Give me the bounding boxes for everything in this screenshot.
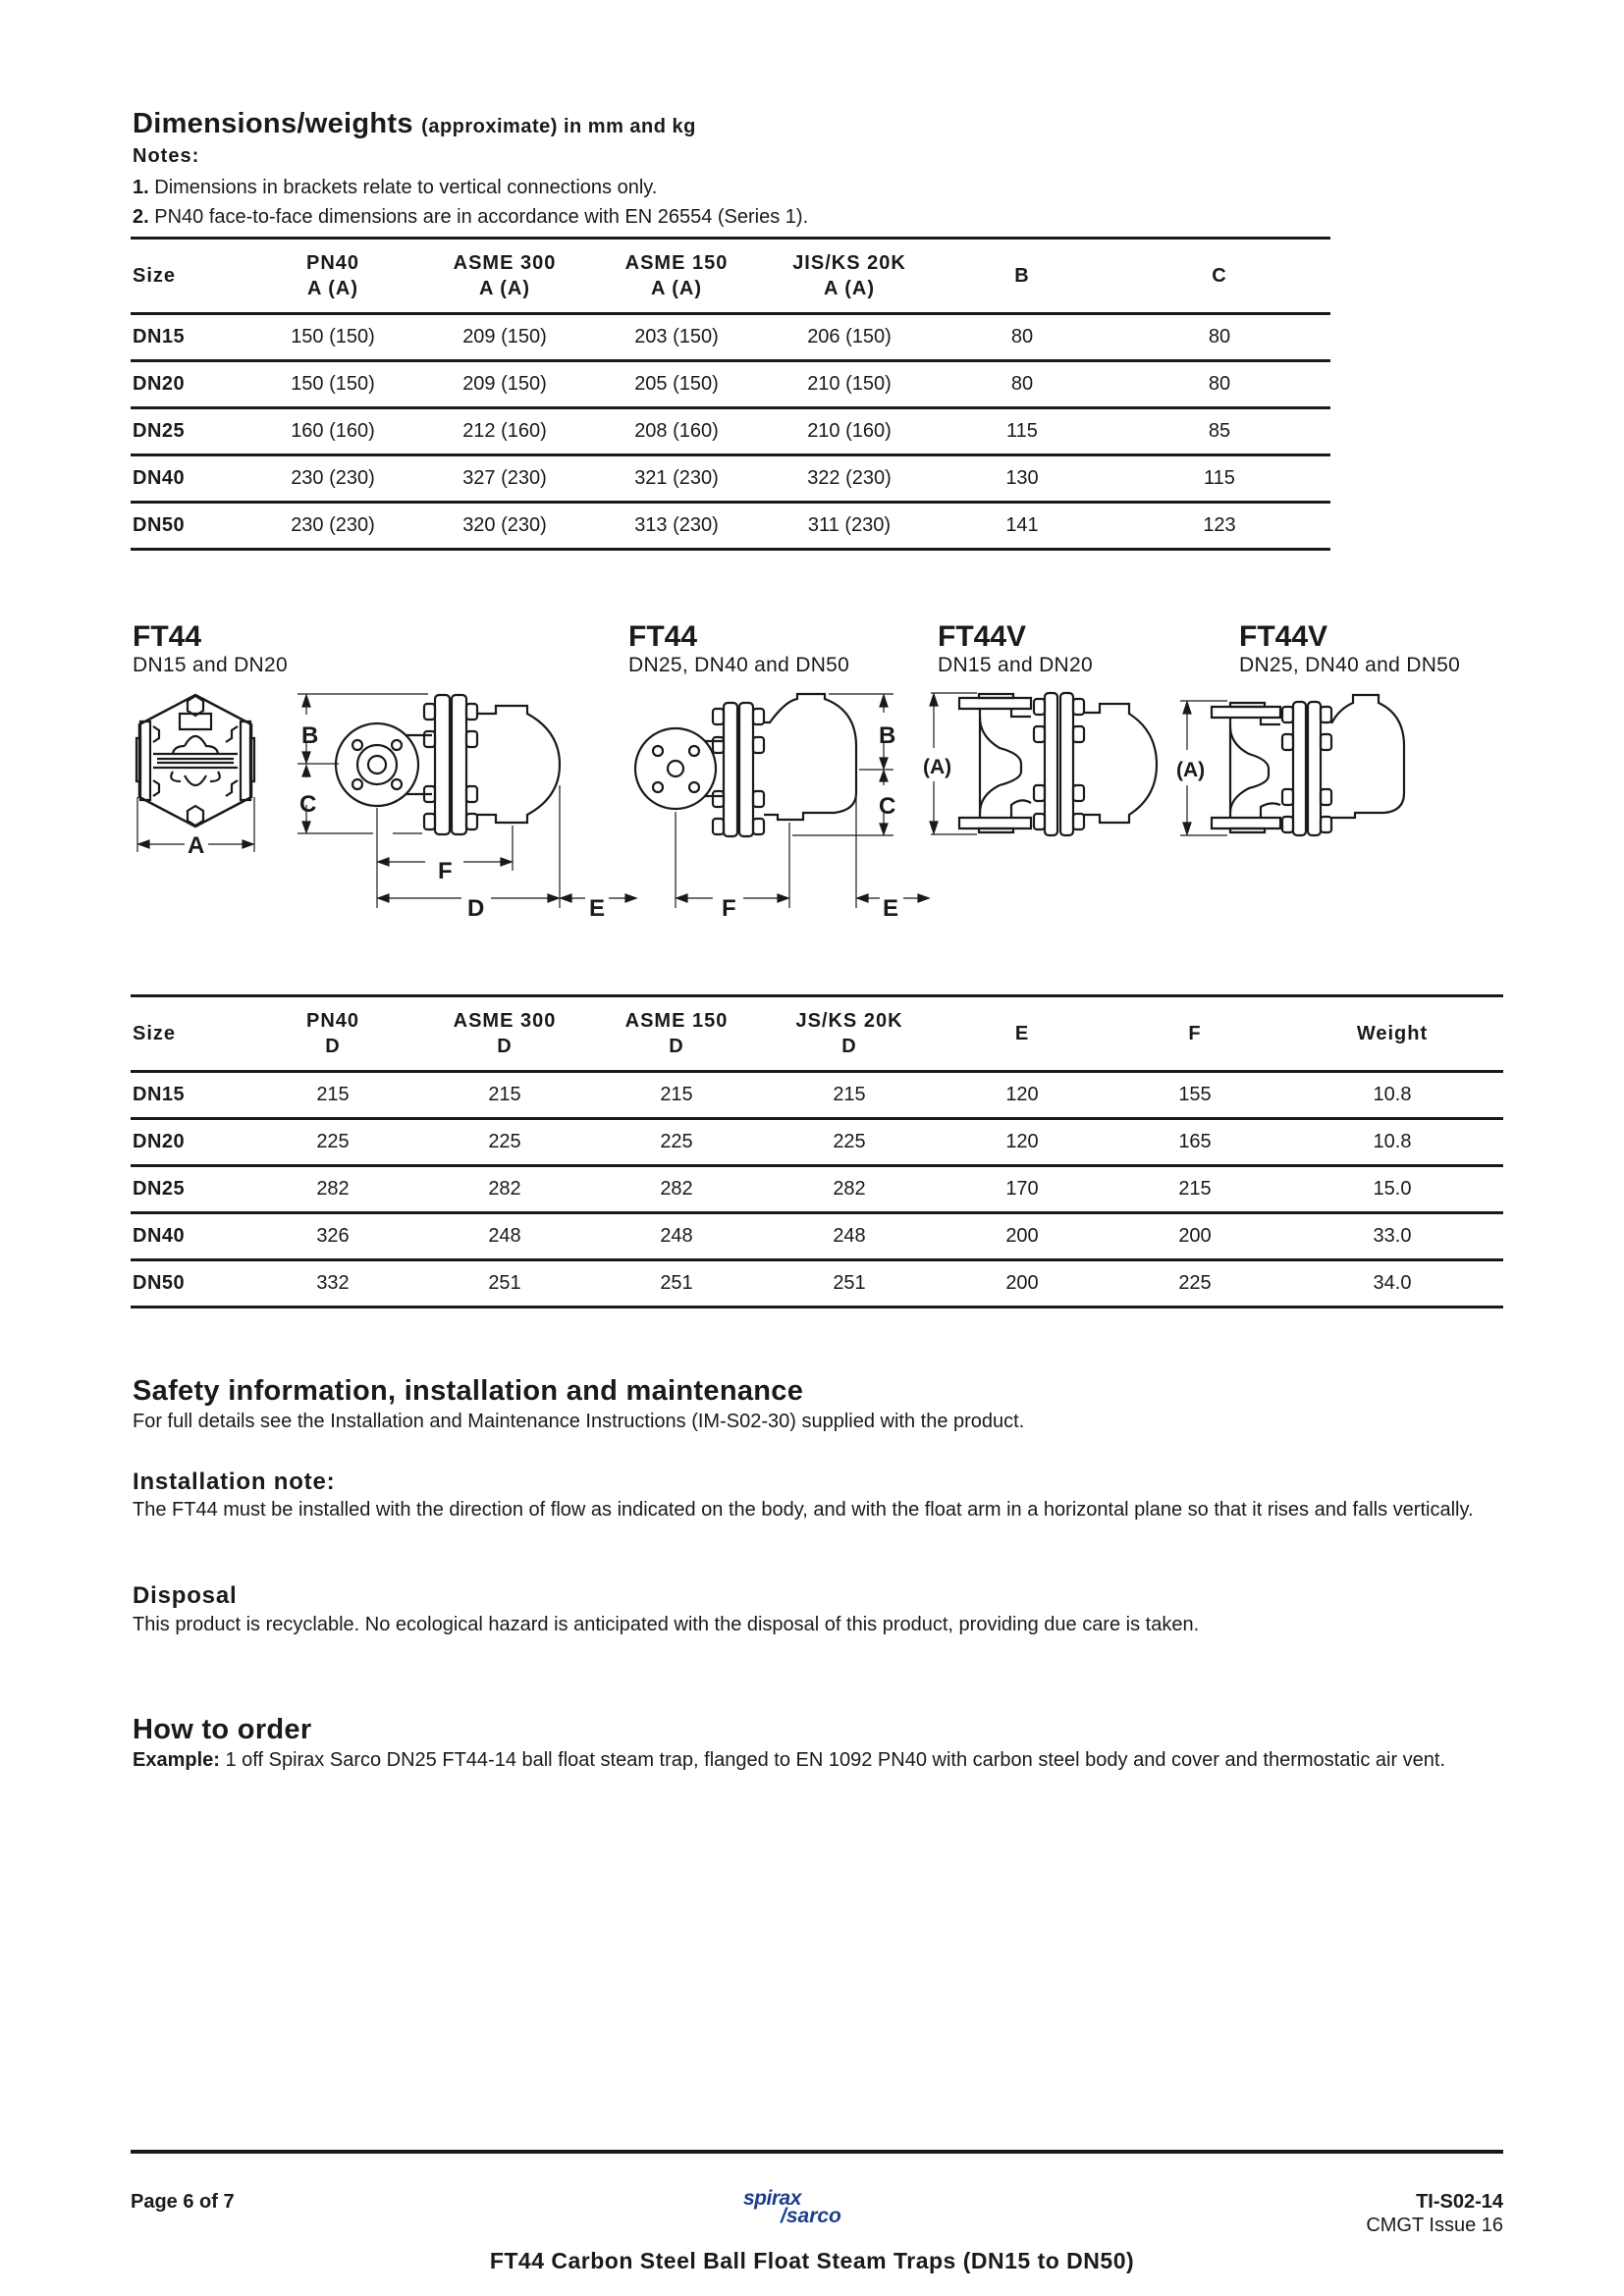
- safety-text: For full details see the Installation and Maintenance Instructions (IM-S02-30) supplied with the product.: [133, 1411, 1025, 1432]
- table-cell: 150 (150): [246, 361, 419, 408]
- logo-slash-icon: /: [781, 2205, 786, 2227]
- column-header: [590, 996, 763, 1072]
- example-text: 1 off Spirax Sarco DN25 FT44-14 ball float steam trap, flanged to EN 1092 PN40 with carbon steel body and cover and thermostatic air vent.: [225, 1749, 1446, 1771]
- table-cell: 34.0: [1281, 1260, 1503, 1308]
- note-text: PN40 face-to-face dimensions are in accordance with EN 26554 (Series 1).: [154, 206, 809, 228]
- table-cell: 209 (150): [419, 361, 590, 408]
- table-cell: 80: [1109, 314, 1330, 361]
- column-header-label: ASME 300: [453, 252, 557, 274]
- column-header-label: JIS/KS 20K: [792, 252, 906, 274]
- page-number: Page 6 of 7: [131, 2191, 235, 2213]
- column-header-sublabel: D: [841, 1036, 857, 1057]
- column-header-label: PN40: [305, 1010, 360, 1032]
- table-cell: 215: [763, 1072, 936, 1119]
- label-f: F: [722, 895, 736, 922]
- figure-title: FT44: [133, 620, 202, 653]
- row-size-cell: DN25: [131, 1166, 246, 1213]
- disposal-text: This product is recyclable. No ecological hazard is anticipated with the disposal of this product, providing due care is taken.: [133, 1614, 1200, 1635]
- column-header: [763, 996, 936, 1072]
- table-cell: 225: [1109, 1260, 1281, 1308]
- row-size-cell: DN20: [131, 1119, 246, 1166]
- label-b: B: [301, 722, 319, 749]
- column-header: [246, 996, 419, 1072]
- label-f: F: [438, 858, 453, 884]
- table-cell: 282: [763, 1166, 936, 1213]
- table-cell: 212 (160): [419, 408, 590, 455]
- figure-subtitle: DN15 and DN20: [133, 654, 288, 676]
- table-cell: 85: [1109, 408, 1330, 455]
- installation-heading: Installation note:: [133, 1468, 336, 1495]
- column-header-sublabel: A (A): [306, 278, 359, 299]
- label-e: E: [883, 895, 899, 922]
- table-row: [131, 1260, 1503, 1308]
- table-cell: 123: [1109, 503, 1330, 550]
- column-header: [1281, 996, 1503, 1072]
- footer-rule: [131, 2150, 1503, 2154]
- table-header-row: [131, 996, 1503, 1072]
- table-cell: 10.8: [1281, 1119, 1503, 1166]
- row-size-cell: DN40: [131, 455, 246, 503]
- table-cell: 215: [590, 1072, 763, 1119]
- table-cell: 248: [763, 1213, 936, 1260]
- column-header-label: ASME 300: [453, 1010, 557, 1032]
- table-cell: 327 (230): [419, 455, 590, 503]
- logo-text-spirax: spirax: [743, 2187, 801, 2210]
- column-header-label: Size: [133, 1023, 177, 1044]
- table-cell: 150 (150): [246, 314, 419, 361]
- label-a-vertical: (A): [923, 756, 952, 778]
- table-cell: 210 (160): [763, 408, 936, 455]
- table-cell: 160 (160): [246, 408, 419, 455]
- column-header-sublabel: A (A): [823, 278, 876, 299]
- column-header-label: PN40: [305, 252, 360, 274]
- table-cell: 15.0: [1281, 1166, 1503, 1213]
- row-size-cell: DN25: [131, 408, 246, 455]
- table-cell: 322 (230): [763, 455, 936, 503]
- table-cell: 311 (230): [763, 503, 936, 550]
- figure-subtitle: DN15 and DN20: [938, 654, 1093, 676]
- table-cell: 282: [590, 1166, 763, 1213]
- disposal-heading: Disposal: [133, 1582, 238, 1609]
- table-cell: 215: [419, 1072, 590, 1119]
- table-cell: 170: [936, 1166, 1109, 1213]
- table-cell: 200: [936, 1213, 1109, 1260]
- order-text: [133, 1746, 1503, 1774]
- table-cell: 33.0: [1281, 1213, 1503, 1260]
- column-header-sublabel: D: [669, 1036, 684, 1057]
- spirax-sarco-logo: [743, 2187, 900, 2230]
- table-cell: 210 (150): [763, 361, 936, 408]
- table-row: [131, 1072, 1503, 1119]
- table-row: [131, 1213, 1503, 1260]
- table-cell: 10.8: [1281, 1072, 1503, 1119]
- note-number: 2.: [133, 206, 149, 228]
- figure-subtitle: DN25, DN40 and DN50: [1239, 654, 1461, 676]
- table-cell: 203 (150): [590, 314, 763, 361]
- heading-title: Dimensions/weights: [133, 108, 413, 139]
- table-cell: 155: [1109, 1072, 1281, 1119]
- column-header-label: JS/KS 20K: [795, 1010, 903, 1032]
- column-header-label: Weight: [1356, 1023, 1429, 1044]
- dimensions-table-d: [131, 994, 1503, 1308]
- table-cell: 251: [419, 1260, 590, 1308]
- column-header-label: B: [1014, 265, 1030, 287]
- row-size-cell: DN50: [131, 503, 246, 550]
- column-header: [1109, 996, 1281, 1072]
- vertical-body: [1212, 695, 1404, 835]
- label-b: B: [879, 722, 896, 749]
- figure-subtitle: DN25, DN40 and DN50: [628, 654, 850, 676]
- column-header-label: ASME 150: [624, 252, 729, 274]
- table-cell: 230 (230): [246, 503, 419, 550]
- table-cell: 248: [590, 1213, 763, 1260]
- column-header-label: Size: [133, 265, 177, 287]
- row-size-cell: DN15: [131, 314, 246, 361]
- safety-heading: Safety information, installation and maintenance: [133, 1375, 804, 1407]
- table-cell: 248: [419, 1213, 590, 1260]
- figure-title: FT44V: [938, 620, 1027, 653]
- table-cell: 215: [246, 1072, 419, 1119]
- row-size-cell: DN20: [131, 361, 246, 408]
- example-label: Example:: [133, 1749, 220, 1771]
- table-cell: 326: [246, 1213, 419, 1260]
- table-cell: 209 (150): [419, 314, 590, 361]
- column-header-label: ASME 150: [624, 1010, 729, 1032]
- column-header-label: C: [1212, 265, 1227, 287]
- label-c: C: [879, 793, 896, 820]
- ft44v-large-drawing: [0, 0, 1624, 942]
- table-cell: 141: [936, 503, 1109, 550]
- notes-label: Notes:: [133, 145, 200, 167]
- table-cell: 321 (230): [590, 455, 763, 503]
- column-header: [419, 996, 590, 1072]
- table-cell: 251: [763, 1260, 936, 1308]
- label-e: E: [589, 895, 606, 922]
- installation-text: The FT44 must be installed with the direction of flow as indicated on the body, and with the float arm in a horizontal plane so that it rises and falls vertically.: [133, 1499, 1474, 1521]
- table-cell: 80: [936, 361, 1109, 408]
- note-number: 1.: [133, 177, 149, 198]
- column-header-sublabel: D: [497, 1036, 513, 1057]
- table-cell: 313 (230): [590, 503, 763, 550]
- table-row: [131, 1119, 1503, 1166]
- table-row: [131, 1166, 1503, 1213]
- table-cell: 165: [1109, 1119, 1281, 1166]
- heading-subtitle: (approximate) in mm and kg: [421, 116, 696, 137]
- table-cell: 80: [1109, 361, 1330, 408]
- label-a-vertical: (A): [1176, 759, 1206, 781]
- table-cell: 225: [763, 1119, 936, 1166]
- label-c: C: [299, 791, 317, 818]
- row-size-cell: DN40: [131, 1213, 246, 1260]
- table-cell: 115: [1109, 455, 1330, 503]
- logo-text-sarco: /sarco: [781, 2205, 841, 2227]
- table-cell: 200: [1109, 1213, 1281, 1260]
- table-cell: 115: [936, 408, 1109, 455]
- row-size-cell: DN15: [131, 1072, 246, 1119]
- table-cell: 251: [590, 1260, 763, 1308]
- column-header-label: F: [1188, 1023, 1202, 1044]
- table-cell: 215: [1109, 1166, 1281, 1213]
- table-cell: 230 (230): [246, 455, 419, 503]
- issue-number: CMGT Issue 16: [1366, 2215, 1503, 2236]
- table-cell: 206 (150): [763, 314, 936, 361]
- table-cell: 120: [936, 1119, 1109, 1166]
- table-cell: 80: [936, 314, 1109, 361]
- label-a: A: [188, 832, 205, 859]
- table-cell: 282: [419, 1166, 590, 1213]
- table-cell: 332: [246, 1260, 419, 1308]
- note-text: Dimensions in brackets relate to vertical connections only.: [154, 177, 658, 198]
- table-cell: 320 (230): [419, 503, 590, 550]
- table-cell: 205 (150): [590, 361, 763, 408]
- column-header-label: E: [1014, 1023, 1030, 1044]
- column-header: [936, 996, 1109, 1072]
- document-reference: TI-S02-14: [1416, 2191, 1503, 2213]
- column-header: [131, 996, 246, 1072]
- document-title: FT44 Carbon Steel Ball Float Steam Traps (DN15 to DN50): [489, 2248, 1135, 2273]
- table-cell: 208 (160): [590, 408, 763, 455]
- figure-title: FT44V: [1239, 620, 1328, 653]
- table-cell: 130: [936, 455, 1109, 503]
- column-header-sublabel: A (A): [478, 278, 531, 299]
- figure-title: FT44: [628, 620, 698, 653]
- row-size-cell: DN50: [131, 1260, 246, 1308]
- table-cell: 225: [246, 1119, 419, 1166]
- column-header-sublabel: A (A): [650, 278, 703, 299]
- order-heading: How to order: [133, 1714, 312, 1745]
- table-cell: 200: [936, 1260, 1109, 1308]
- label-d: D: [467, 895, 485, 922]
- column-header-sublabel: D: [325, 1036, 341, 1057]
- table-cell: 225: [419, 1119, 590, 1166]
- table-cell: 120: [936, 1072, 1109, 1119]
- table-cell: 282: [246, 1166, 419, 1213]
- table-cell: 225: [590, 1119, 763, 1166]
